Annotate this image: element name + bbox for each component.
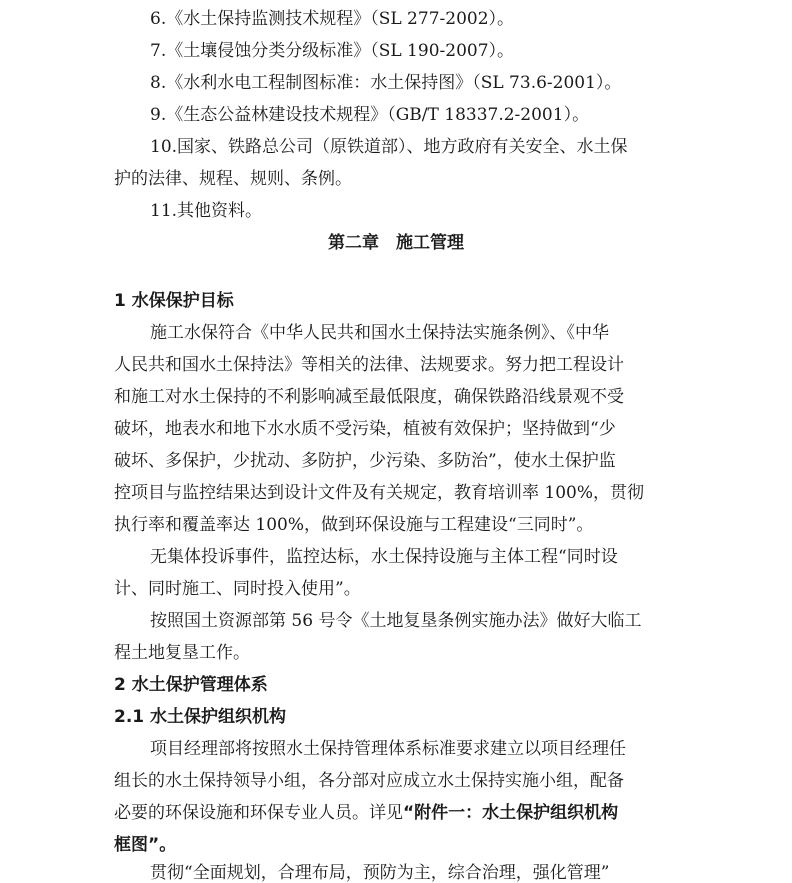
- paragraph-line: 无集体投诉事件，监控达标，水土保持设施与主体工程“同时设: [150, 547, 618, 567]
- paragraph-line: 人民共和国水土保持法》等相关的法律、法规要求。努力把工程设计: [114, 355, 624, 375]
- paragraph-line: 贯彻“全面规划，合理布局，预防为主，综合治理，强化管理”: [150, 863, 610, 883]
- subsection-heading-2-1: 2.1 水土保护组织机构: [114, 707, 287, 727]
- attachment-reference: “附件一：水土保护组织机构: [403, 803, 619, 823]
- paragraph-line: [0, 803, 792, 823]
- list-item-11: 11.其他资料。: [150, 201, 263, 221]
- chapter-title: 第二章 施工管理: [328, 233, 464, 253]
- list-item-10-line2: 护的法律、规程、规则、条例。: [114, 169, 352, 189]
- paragraph-line: 组长的水土保持领导小组，各分部对应成立水土保持实施小组，配备: [114, 771, 624, 791]
- paragraph-line: 施工水保符合《中华人民共和国水土保持法实施条例》、《中华: [150, 323, 609, 343]
- paragraph-line: 和施工对水土保持的不利影响减至最低限度，确保铁路沿线景观不受: [114, 387, 624, 407]
- list-item: 9.《生态公益林建设技术规程》（GB/T 18337.2-2001）。: [150, 105, 590, 125]
- list-item: 8.《水利水电工程制图标准：水土保持图》（SL 73.6-2001）。: [150, 73, 622, 93]
- list-item-10-line1: 10.国家、铁路总公司（原铁道部）、地方政府有关安全、水土保: [150, 137, 628, 157]
- paragraph-line: 计、同时施工、同时投入使用”。: [114, 579, 361, 599]
- list-item: 7.《土壤侵蚀分类分级标准》（SL 190-2007）。: [150, 41, 515, 61]
- paragraph-text: 必要的环保设施和环保专业人员。详见: [114, 803, 403, 823]
- paragraph-text: 。: [159, 835, 177, 855]
- list-item: 6.《水土保持监测技术规程》（SL 277-2002）。: [150, 9, 515, 29]
- paragraph-line: 破坏、多保护，少扰动、多防护，少污染、多防治”，使水土保护监: [114, 451, 616, 471]
- paragraph-line: 执行率和覆盖率达 100%，做到环保设施与工程建设“三同时”。: [114, 515, 594, 535]
- paragraph-line: 按照国土资源部第 56 号令《土地复垦条例实施办法》做好大临工: [150, 611, 642, 631]
- section-heading-1: 1 水保保护目标: [114, 291, 234, 311]
- paragraph-line: 项目经理部将按照水土保持管理体系标准要求建立以项目经理任: [150, 739, 626, 759]
- paragraph-line: 控项目与监控结果达到设计文件及有关规定，教育培训率 100%，贯彻: [114, 483, 645, 503]
- paragraph-line: 程土地复垦工作。: [114, 643, 250, 663]
- paragraph-line: [0, 835, 792, 855]
- paragraph-line: 破坏，地表水和地下水水质不受污染，植被有效保护；坚持做到“少: [114, 419, 616, 439]
- attachment-reference-end: 框图”: [114, 835, 160, 855]
- section-heading-2: 2 水土保护管理体系: [114, 675, 268, 695]
